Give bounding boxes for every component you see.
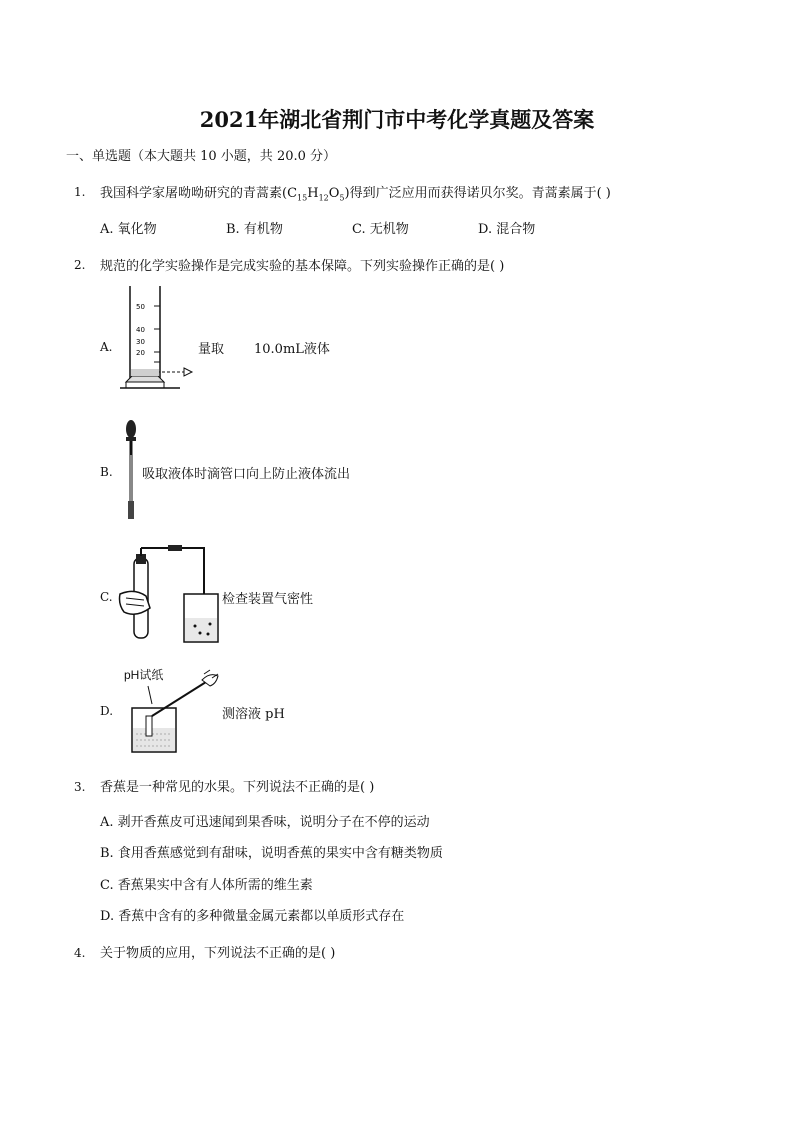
graduated-cylinder-figure — [118, 284, 200, 406]
airtightness-apparatus-figure — [116, 538, 226, 648]
question-1-option-c: C. 无机物 — [352, 222, 409, 237]
question-1-option-b: B. 有机物 — [226, 222, 283, 237]
section-heading: 一、单选题（本大题共 10 小题，共 20.0 分） — [66, 149, 337, 164]
question-2-option-a-text-2: 10.0mL液体 — [254, 342, 330, 357]
page-title: 2021年湖北省荆门市中考化学真题及答案 — [199, 107, 595, 132]
question-2-option-d-letter: D. — [100, 704, 114, 718]
question-1-number: 1. — [74, 185, 86, 199]
question-3-option-a: A. 剥开香蕉皮可迅速闻到果香味，说明分子在不停的运动 — [100, 815, 430, 830]
cylinder-tick-50: 50 — [136, 303, 145, 311]
question-4-stem: 关于物质的应用，下列说法不正确的是( ) — [100, 946, 336, 961]
question-3-option-d: D. 香蕉中含有的多种微量金属元素都以单质形式存在 — [100, 909, 405, 924]
question-3-option-c: C. 香蕉果实中含有人体所需的维生素 — [100, 878, 313, 893]
question-2-number: 2. — [74, 258, 86, 272]
ph-test-figure — [124, 668, 224, 758]
question-4-number: 4. — [74, 946, 86, 960]
question-3-option-b: B. 食用香蕉感觉到有甜味，说明香蕉的果实中含有糖类物质 — [100, 846, 443, 861]
question-2-option-c-letter: C. — [100, 590, 113, 604]
cylinder-tick-20: 20 — [136, 349, 145, 357]
question-3-number: 3. — [74, 780, 86, 794]
question-1-option-a: A. 氧化物 — [100, 222, 157, 237]
dropper-figure — [120, 415, 142, 525]
question-2-option-b-text: 吸取液体时滴管口向上防止液体流出 — [142, 467, 351, 482]
question-2-option-a-text-1: 量取 — [198, 342, 225, 357]
cylinder-tick-30: 30 — [136, 338, 145, 346]
question-1-option-d: D. 混合物 — [478, 222, 536, 237]
question-2-option-a-letter: A. — [100, 340, 113, 354]
question-1-stem: 我国科学家屠呦呦研究的青蒿素$(C_{15}H_{12}O_5)$得到广泛应用而获得诺贝尔奖。青蒿素属于( ) — [100, 186, 611, 203]
question-2-option-d-text: 测溶液 pH — [222, 707, 285, 722]
question-2-option-b-letter: B. — [100, 465, 113, 479]
question-3-stem: 香蕉是一种常见的水果。下列说法不正确的是( ) — [100, 780, 375, 795]
question-2-stem: 规范的化学实验操作是完成实验的基本保障。下列实验操作正确的是( ) — [100, 259, 505, 274]
cylinder-tick-40: 40 — [136, 326, 145, 334]
question-2-option-c-text: 检查装置气密性 — [222, 592, 314, 607]
ph-paper-label: pH试纸 — [124, 668, 164, 682]
